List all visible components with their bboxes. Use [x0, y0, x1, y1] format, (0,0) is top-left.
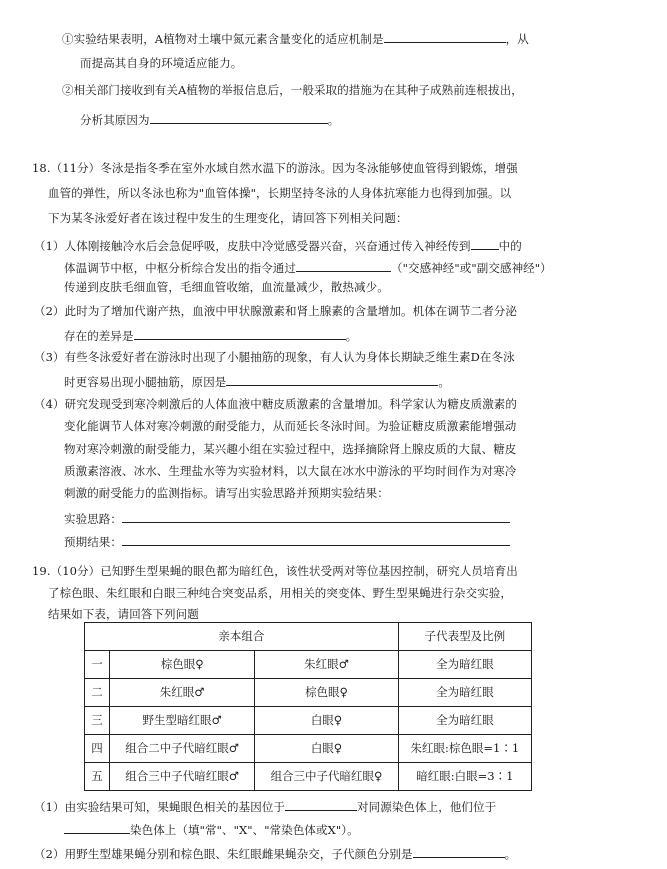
offspring-result: 全为暗红眼: [398, 651, 531, 679]
parent-female: 野生型暗红眼♂: [110, 707, 255, 735]
q18-p2-line2: [64, 328, 357, 343]
q18-p4-line1: （4）研究发现受到寒冷刺激后的人体血液中糖皮质激素的含量增加。科学家认为糖皮质激素的: [34, 397, 518, 411]
q17-item1-blank[interactable]: [384, 31, 506, 43]
table-row: [85, 679, 532, 707]
q19-stem-line2: 了棕色眼、朱红眼和白眼三种纯合突变品系，用相关的突变体、野生型果蝇进行杂交实验，: [48, 586, 512, 600]
parent-male: 白眼♀: [255, 735, 398, 763]
q18-p4-line4: 质激素溶液、冰水、生理盐水等为实验材料，以大鼠在冰水中游泳的平均时间作为对寒冷: [64, 464, 517, 478]
q18-stem-line2: 血管的弹性，所以冬泳也称为"血管体操"，长期坚持冬泳的人身体抗寒能力也得到加强。以: [48, 186, 512, 200]
table-row: [85, 763, 532, 791]
q19-p2-line1: [34, 846, 516, 861]
q19-stem-line1: 19.（10分）已知野生型果蝇的眼色都为暗红色，该性状受两对等位基因控制，研究人员培育出: [32, 564, 518, 578]
q17-item1-cont: 而提高其自身的环境适应能力。: [80, 56, 243, 70]
q18-result-blank[interactable]: [122, 534, 510, 546]
parent-male: 白眼♀: [255, 707, 398, 735]
q19-p1-text1: （1）由实验结果可知，果蝇眼色相关的基因位于: [34, 800, 286, 814]
q18-p4-line2: 变化能调节人体对寒冷刺激的耐受能力，从而延长冬泳时间。为验证糖皮质激素能增强动: [64, 419, 517, 433]
q18-p1-line2: [64, 260, 552, 275]
q18-p1-line3: 传递到皮肤毛细血管，毛细血管收缩，血流量减少，散热减少。: [64, 280, 389, 294]
q19-p2-text1: （2）用野生型雄果蝇分别和棕色眼、朱红眼雌果蝇杂交，子代颜色分别是: [34, 847, 413, 861]
q18-result-line: [64, 534, 510, 549]
parent-male: 朱红眼♂: [255, 651, 398, 679]
q18-stem-line3: 下为某冬泳爱好者在该过程中发生的生理变化，请回答下列相关问题：: [48, 211, 408, 225]
header-parents: 亲本组合: [85, 623, 399, 651]
q19-p1-line2: [64, 822, 359, 837]
q18-idea-label: 实验思路：: [64, 512, 122, 526]
q18-p1-blank2[interactable]: [296, 260, 391, 272]
q18-p3-blank[interactable]: [226, 374, 438, 386]
parent-male: 棕色眼♀: [255, 679, 398, 707]
parent-female: 组合二中子代暗红眼♂: [110, 735, 255, 763]
q18-idea-blank[interactable]: [122, 511, 510, 523]
table-row: [85, 735, 532, 763]
cross-results-table: [84, 622, 532, 791]
q19-stem-line3: 结果如下表，请回答下列问题: [48, 607, 199, 621]
q18-result-label: 预期结果：: [64, 535, 122, 549]
row-number: 五: [85, 763, 110, 791]
q17-item1-end: ，从: [505, 32, 529, 46]
table-header-row: [85, 623, 532, 651]
q17-item2-line: ②相关部门接收到有关A植物的举报信息后，一般采取的措施为在其种子成熟前连根拔出，: [62, 83, 523, 97]
q19-p1-blank2[interactable]: [64, 822, 130, 834]
parent-female: 棕色眼♀: [110, 651, 255, 679]
q17-item2-cont-line: [80, 112, 339, 127]
offspring-result: 全为暗红眼: [398, 707, 531, 735]
q17-item1-line: [62, 31, 529, 46]
row-number: 四: [85, 735, 110, 763]
q18-p3-text2: 时更容易出现小腿抽筋，原因是: [64, 375, 227, 389]
q18-p1-line1: [34, 238, 522, 253]
q18-p1-text1b: 中的: [498, 239, 522, 253]
table-row: [85, 651, 532, 679]
q17-item1-text: ①实验结果表明，A植物对土壤中氮元素含量变化的适应机制是: [62, 32, 384, 46]
q17-item2-end: 。: [327, 113, 340, 127]
q18-p1-text2: 体温调节中枢，中枢分析综合发出的指令通过: [64, 261, 296, 275]
row-number: 三: [85, 707, 110, 735]
parent-female: 组合三中子代暗红眼♂: [110, 763, 255, 791]
parent-male: 组合三中子代暗红眼♀: [255, 763, 398, 791]
table-row: [85, 707, 532, 735]
q18-p2-text2: 存在的差异是: [64, 329, 134, 343]
q18-p2-blank[interactable]: [134, 328, 346, 340]
offspring-result: 全为暗红眼: [398, 679, 531, 707]
q19-p1-line1: [34, 799, 496, 814]
q18-p4-line5: 刺激的耐受能力的监测指标。请写出实验思路并预期实验结果：: [64, 486, 389, 500]
q18-p4-line3: 物对寒冷刺激的耐受能力，某兴趣小组在实验过程中，选择摘除肾上腺皮质的大鼠、糖皮: [64, 442, 517, 456]
parent-female: 朱红眼♂: [110, 679, 255, 707]
q18-p3-text2b: 。: [438, 375, 451, 389]
q19-p1-blank1[interactable]: [285, 799, 357, 811]
q18-idea-line: [64, 511, 510, 526]
q19-p2-blank[interactable]: [413, 846, 505, 858]
row-number: 一: [85, 651, 110, 679]
q19-p1-text1b: 对同源染色体上，他们位于: [357, 800, 497, 814]
q18-p1-text2b: （"交感神经"或"副交感神经"）: [391, 261, 552, 275]
q18-p1-blank1[interactable]: [471, 238, 499, 250]
q17-item2-cont: 分析其原因为: [80, 113, 150, 127]
q18-stem-line1: 18.（11分）冬泳是指冬季在室外水域自然水温下的游泳。因为冬泳能够使血管得到锻炼，增强: [32, 161, 518, 175]
q18-p3-line2: [64, 374, 450, 389]
q18-p1-text1: （1）人体刚接触冷水后会急促呼吸，皮肤中冷觉感受器兴奋，兴奋通过传入神经传到: [34, 239, 471, 253]
q17-item2-blank[interactable]: [150, 112, 328, 124]
q18-p3-line1: （3）有些冬泳爱好者在游泳时出现了小腿抽筋的现象，有人认为身体长期缺乏维生素D在冬泳: [34, 350, 515, 364]
q18-p2-line1: （2）此时为了增加代谢产热，血液中甲状腺激素和肾上腺素的含量增加。机体在调节二者分泌: [34, 304, 518, 318]
q18-p2-text2b: 。: [345, 329, 358, 343]
offspring-result: 暗红眼:白眼=3∶1: [398, 763, 531, 791]
row-number: 二: [85, 679, 110, 707]
offspring-result: 朱红眼:棕色眼=1∶1: [398, 735, 531, 763]
header-offspring: 子代表型及比例: [398, 623, 531, 651]
q19-p2-text1b: 。: [504, 847, 517, 861]
q19-p1-text2: 染色体上（填"常"、"X"、"常染色体或X"）。: [130, 823, 359, 837]
